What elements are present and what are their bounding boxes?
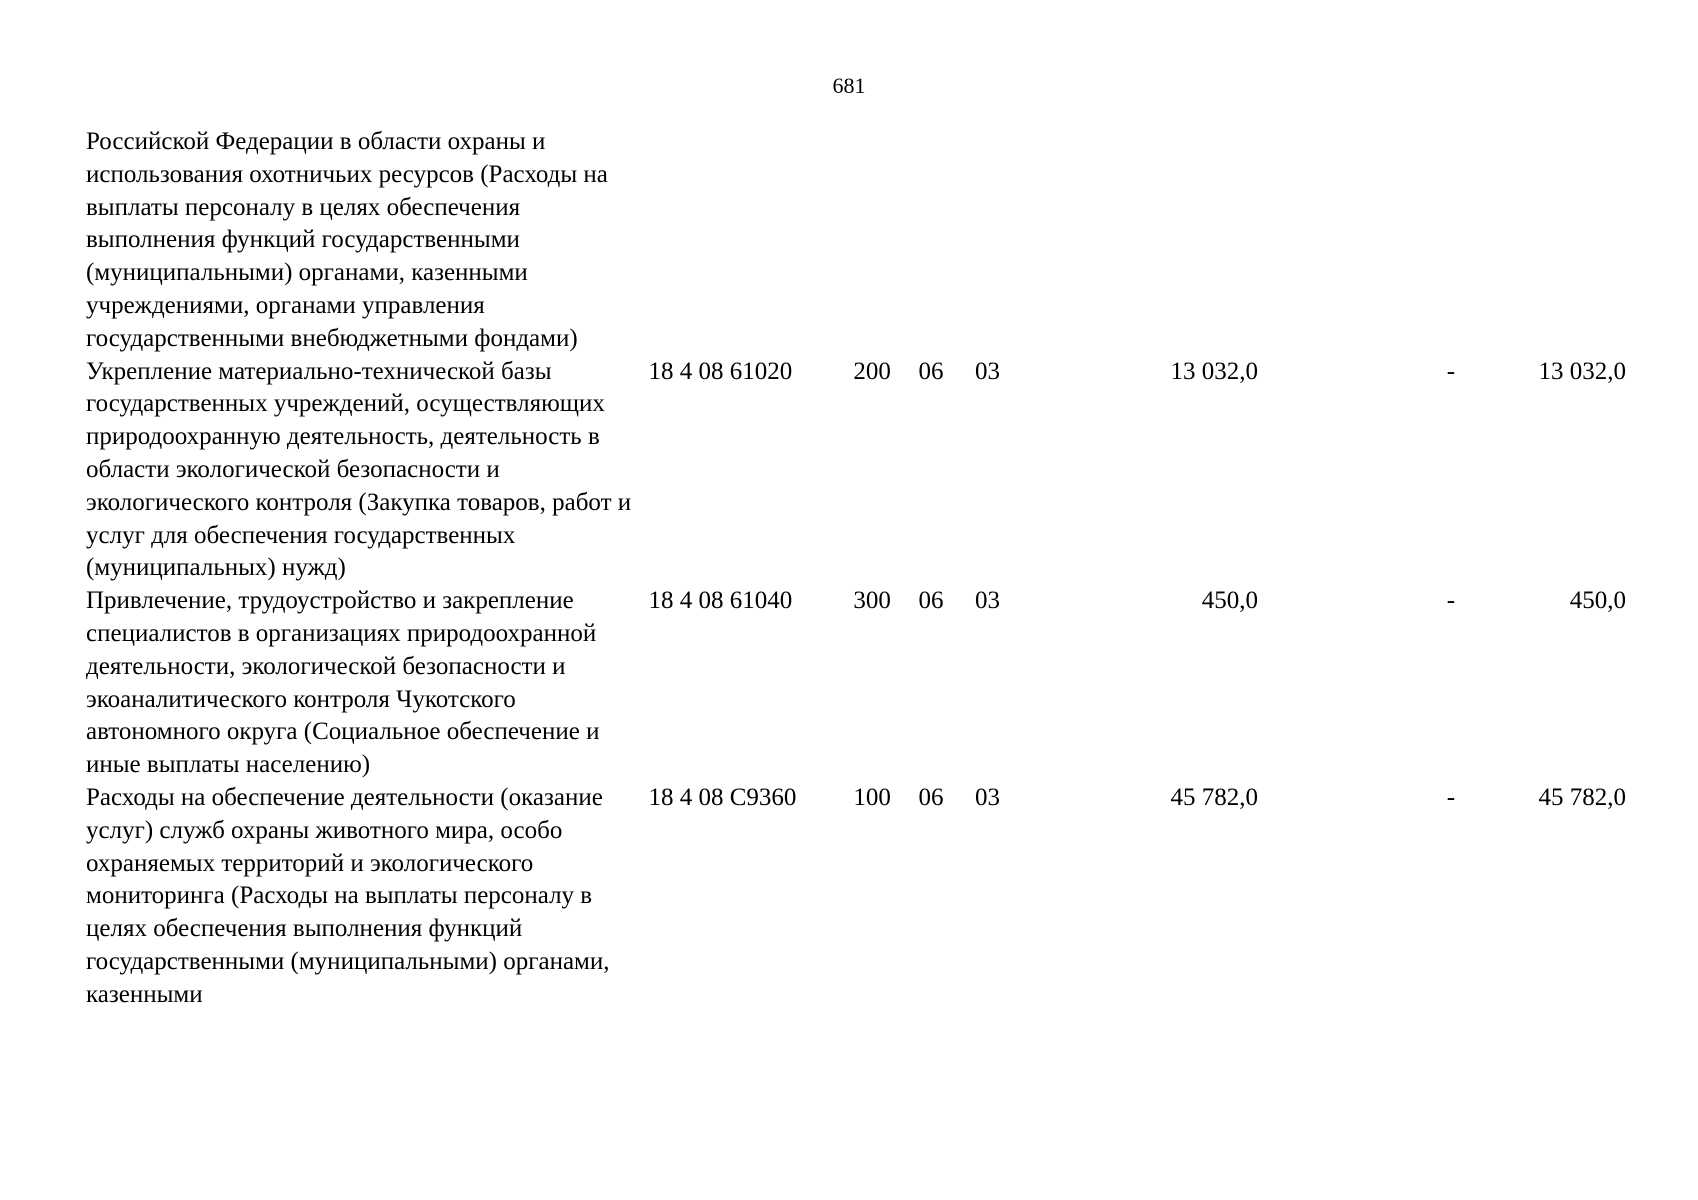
row-code: 18 4 08 61020 [648, 357, 793, 385]
table-row [86, 126, 1626, 356]
row-total: 450,0 [1569, 587, 1627, 615]
row-name: Расходы на обеспечение деятельности (оказание услуг) служб охраны животного мира, особо охраняемых территорий и экологического мониторинга (Расходы на выплаты персоналу в целях обеспечения выполнения функций государственными (муниципальными) органами, казенными [86, 783, 610, 1008]
row-sum: 450,0 [1201, 587, 1258, 615]
row-pr: 03 [975, 783, 1001, 811]
row-rz: 06 [918, 357, 944, 385]
row-pr: 03 [975, 587, 1001, 615]
row-vr: 200 [853, 357, 891, 385]
row-change: - [1446, 357, 1456, 385]
row-rz: 06 [918, 783, 944, 811]
row-total: 13 032,0 [1538, 357, 1627, 385]
row-rz: 06 [918, 587, 944, 615]
row-pr: 03 [975, 357, 1001, 385]
row-code: 18 4 08 61040 [648, 587, 793, 615]
row-name: Привлечение, трудоустройство и закрепление специалистов в организациях природоохранной деятельности, экологической безопасности и экоаналитического контроля Чукотского автономного округа (Социальное обеспечение и иные выплаты населению) [86, 587, 600, 779]
row-change: - [1446, 587, 1456, 615]
budget-table [86, 126, 1626, 1012]
row-total: 45 782,0 [1538, 783, 1627, 811]
table-row [86, 782, 1626, 1012]
row-name: Укрепление материально-технической базы государственных учреждений, осуществляющих природоохранную деятельность, деятельность в области экологической безопасности и экологического контроля (Закупка товаров, работ и услуг для обеспечения государственных (муниципальных) нужд) [86, 357, 632, 582]
row-sum: 13 032,0 [1170, 357, 1258, 385]
row-vr: 100 [853, 783, 891, 811]
table-row [86, 356, 1626, 586]
row-vr: 300 [853, 587, 891, 615]
row-change: - [1446, 783, 1456, 811]
row-code: 18 4 08 С9360 [648, 783, 797, 811]
table-row [86, 585, 1626, 782]
page-number: 681 [832, 73, 866, 98]
row-name: Российской Федерации в области охраны и использования охотничьих ресурсов (Расходы на выплаты персоналу в целях обеспечения выполнения функций государственными (муниципальными) органами, казенными учреждениями, органами управления государственными внебюджетными фондами) [86, 128, 608, 352]
row-sum: 45 782,0 [1170, 783, 1258, 811]
